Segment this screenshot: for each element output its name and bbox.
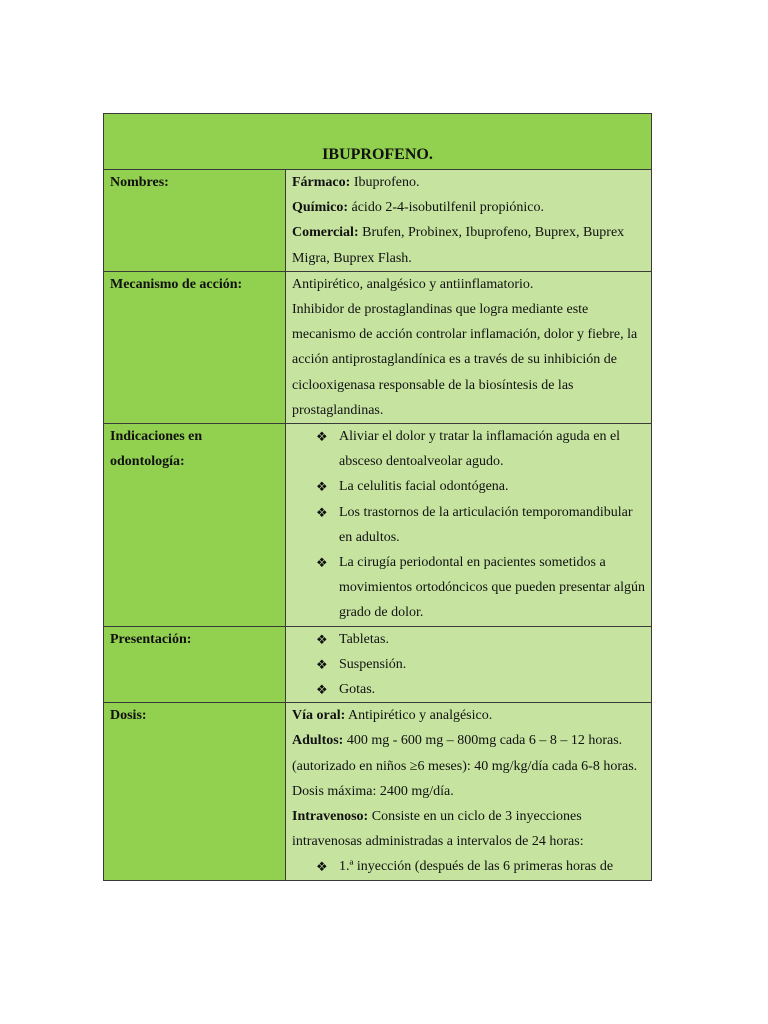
list-item	[292, 677, 645, 702]
list-item	[292, 550, 645, 626]
intravenoso-line	[292, 804, 645, 854]
quimico-label: Químico:	[292, 200, 348, 216]
indicacion-text: La celulitis facial odontógena.	[339, 479, 509, 495]
list-item	[292, 500, 645, 550]
via-oral-line	[292, 703, 645, 728]
mecanismo-line-1: Antipirético, analgésico y antiinflamatorio.	[292, 276, 534, 292]
indicacion-text: Aliviar el dolor y tratar la inflamación aguda en el absceso dentoalveolar agudo.	[339, 429, 621, 470]
presentacion-text: Tabletas.	[339, 631, 389, 647]
comercial-line	[292, 220, 645, 270]
row-nombres	[104, 170, 652, 272]
via-oral-label: Vía oral:	[292, 708, 346, 724]
mecanismo-line-2: Inhibidor de prostaglandinas que logra mediante este mecanismo de acción controlar inflamación, dolor y fiebre, la acción antiprostaglandínica es a través de su inhibición de ciclooxigenasa responsable de la biosíntesis de las prostaglandinas.	[292, 302, 638, 418]
quimico-value: ácido 2-4-isobutilfenil propiónico.	[348, 200, 544, 216]
ninos-line: (autorizado en niños ≥6 meses): 40 mg/kg/día cada 6-8 horas. Dosis máxima: 2400 mg/día.	[292, 758, 638, 799]
label-nombres: Nombres:	[104, 170, 286, 272]
intravenoso-value: Consiste en un ciclo de 3 inyecciones intravenosas administradas a intervalos de 24 horas:	[292, 809, 584, 850]
list-item	[292, 474, 645, 499]
diamond-bullet-icon: ❖	[316, 504, 328, 520]
content-nombres	[286, 170, 652, 272]
comercial-value: Brufen, Probinex, Ibuprofeno, Buprex, Buprex Migra, Buprex Flash.	[292, 225, 625, 266]
comercial-label: Comercial:	[292, 225, 359, 241]
list-item	[292, 652, 645, 677]
indicacion-text: Los trastornos de la articulación temporomandibular en adultos.	[339, 504, 633, 545]
via-oral-value: Antipirético y analgésico.	[345, 708, 493, 724]
title-row	[104, 114, 652, 170]
diamond-bullet-icon: ❖	[316, 631, 328, 647]
row-presentacion	[104, 626, 652, 703]
adultos-value: 400 mg - 600 mg – 800mg cada 6 – 8 – 12 horas.	[343, 733, 623, 749]
list-item	[292, 854, 645, 879]
label-mecanismo: Mecanismo de acción:	[104, 271, 286, 423]
content-mecanismo	[286, 271, 652, 423]
diamond-bullet-icon: ❖	[316, 682, 328, 698]
dosis-list	[292, 854, 645, 879]
diamond-bullet-icon: ❖	[316, 859, 328, 875]
quimico-line	[292, 195, 645, 220]
indicaciones-list	[292, 424, 645, 626]
row-mecanismo	[104, 271, 652, 423]
farmaco-label: Fármaco:	[292, 175, 351, 190]
list-item	[292, 424, 645, 474]
content-indicaciones	[286, 424, 652, 627]
label-presentacion: Presentación:	[104, 626, 286, 703]
presentacion-text: Gotas.	[339, 682, 376, 698]
presentacion-list	[292, 627, 645, 703]
diamond-bullet-icon: ❖	[316, 656, 328, 672]
diamond-bullet-icon: ❖	[316, 555, 328, 571]
diamond-bullet-icon: ❖	[316, 479, 328, 495]
page-title: IBUPROFENO.	[104, 114, 652, 170]
dosis-item-text: 1.ª inyección (después de las 6 primeras horas de	[339, 859, 614, 875]
presentacion-text: Suspensión.	[339, 656, 407, 672]
farmaco-line	[292, 170, 645, 195]
intravenoso-label: Intravenoso:	[292, 809, 369, 825]
diamond-bullet-icon: ❖	[316, 429, 328, 445]
label-indicaciones: Indicaciones en odontología:	[104, 424, 286, 627]
adultos-label: Adultos:	[292, 733, 344, 749]
adultos-line	[292, 728, 645, 753]
drug-info-table	[103, 113, 652, 881]
list-item	[292, 627, 645, 652]
content-presentacion	[286, 626, 652, 703]
row-dosis	[104, 703, 652, 880]
content-dosis	[286, 703, 652, 880]
indicacion-text: La cirugía periodontal en pacientes sometidos a movimientos ortodóncicos que pueden presentar algún grado de dolor.	[339, 555, 645, 621]
label-dosis: Dosis:	[104, 703, 286, 880]
farmaco-value: Ibuprofeno.	[350, 175, 420, 190]
row-indicaciones	[104, 424, 652, 627]
